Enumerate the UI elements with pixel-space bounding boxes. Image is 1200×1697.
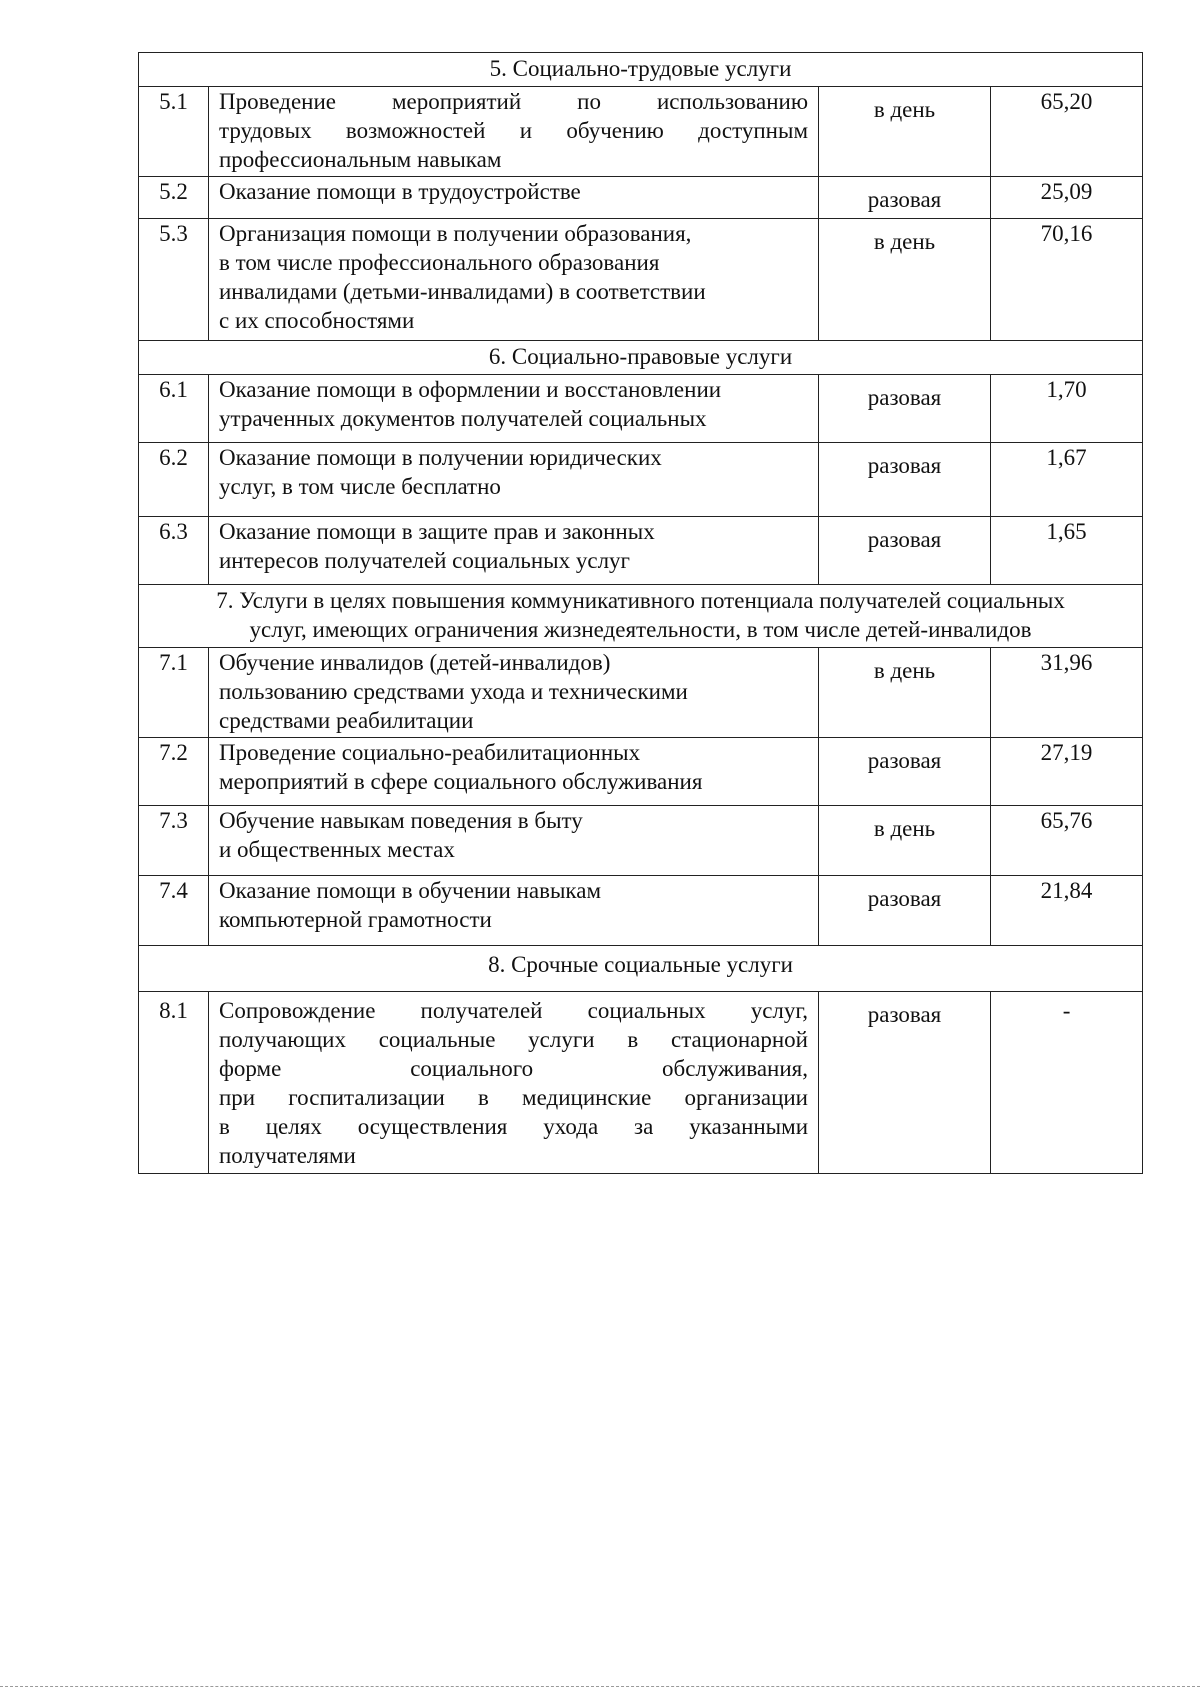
- description-line: форме социального обслуживания,: [219, 1056, 808, 1081]
- row-description: [209, 648, 819, 738]
- section-title-line: 7. Услуги в целях повышения коммуникативного потенциала получателей социальных: [216, 588, 1065, 613]
- description-line: в целях осуществления ухода за указанными: [219, 1114, 808, 1139]
- row-price: 70,16: [991, 219, 1143, 341]
- row-unit: разовая: [819, 443, 991, 517]
- row-description: [209, 87, 819, 177]
- description-line: получающих социальные услуги в стационарной: [219, 1027, 808, 1052]
- row-price: 1,70: [991, 375, 1143, 443]
- table-row: [139, 87, 1143, 177]
- description-line: компьютерной грамотности: [219, 907, 492, 932]
- section-title: 5. Социально-трудовые услуги: [139, 53, 1143, 87]
- description-line: Обучение инвалидов (детей-инвалидов): [219, 650, 611, 675]
- table-row: [139, 443, 1143, 517]
- description-line: Оказание помощи в защите прав и законных: [219, 519, 655, 544]
- description-line: в том числе профессионального образования: [219, 250, 660, 275]
- table-row: [139, 738, 1143, 806]
- row-description: [209, 517, 819, 585]
- description-line: интересов получателей социальных услуг: [219, 548, 630, 573]
- row-price: 65,20: [991, 87, 1143, 177]
- row-number: 6.1: [139, 375, 209, 443]
- description-line: Оказание помощи в трудоустройстве: [219, 179, 581, 204]
- row-price: -: [991, 992, 1143, 1174]
- row-number: 5.1: [139, 87, 209, 177]
- row-price: 1,65: [991, 517, 1143, 585]
- row-price: 27,19: [991, 738, 1143, 806]
- row-number: 7.1: [139, 648, 209, 738]
- row-price: 31,96: [991, 648, 1143, 738]
- section-header-row: [139, 53, 1143, 87]
- table-row: [139, 177, 1143, 219]
- description-line: пользованию средствами ухода и техническими: [219, 679, 688, 704]
- row-number: 6.2: [139, 443, 209, 517]
- row-unit: разовая: [819, 738, 991, 806]
- row-description: [209, 219, 819, 341]
- section-header-row: [139, 341, 1143, 375]
- row-number: 7.2: [139, 738, 209, 806]
- row-price: 1,67: [991, 443, 1143, 517]
- table-row: [139, 648, 1143, 738]
- table-row: [139, 876, 1143, 946]
- row-description: [209, 375, 819, 443]
- description-line: Сопровождение получателей социальных услуг,: [219, 998, 808, 1023]
- section-title: 8. Срочные социальные услуги: [139, 946, 1143, 992]
- description-line: Обучение навыкам поведения в быту: [219, 808, 583, 833]
- row-unit: разовая: [819, 876, 991, 946]
- section-title: 6. Социально-правовые услуги: [139, 341, 1143, 375]
- row-description: [209, 876, 819, 946]
- table-row: [139, 806, 1143, 876]
- description-line: Организация помощи в получении образования,: [219, 221, 692, 246]
- row-unit: в день: [819, 806, 991, 876]
- description-line: Проведение социально-реабилитационных: [219, 740, 641, 765]
- row-number: 8.1: [139, 992, 209, 1174]
- section-header-row: [139, 585, 1143, 648]
- description-line: с их способностями: [219, 308, 415, 333]
- description-line: Проведение мероприятий по использованию: [219, 89, 808, 114]
- row-number: 6.3: [139, 517, 209, 585]
- section-header-row: [139, 946, 1143, 992]
- description-line: профессиональным навыкам: [219, 147, 502, 172]
- table-row: [139, 375, 1143, 443]
- row-unit: разовая: [819, 517, 991, 585]
- table-row: [139, 517, 1143, 585]
- description-line: услуг, в том числе бесплатно: [219, 474, 501, 499]
- description-line: при госпитализации в медицинские организации: [219, 1085, 808, 1110]
- description-line: Оказание помощи в оформлении и восстановлении: [219, 377, 722, 402]
- row-unit: разовая: [819, 177, 991, 219]
- row-number: 7.3: [139, 806, 209, 876]
- row-unit: разовая: [819, 992, 991, 1174]
- row-price: 21,84: [991, 876, 1143, 946]
- section-title: [139, 585, 1143, 648]
- description-line: утраченных документов получателей социальных: [219, 406, 707, 431]
- row-number: 5.2: [139, 177, 209, 219]
- description-line: средствами реабилитации: [219, 708, 474, 733]
- scan-edge-line: [0, 1686, 1200, 1687]
- description-line: инвалидами (детьми-инвалидами) в соответствии: [219, 279, 706, 304]
- description-line: Оказание помощи в обучении навыкам: [219, 878, 602, 903]
- table-row: [139, 992, 1143, 1174]
- description-line: мероприятий в сфере социального обслуживания: [219, 769, 703, 794]
- description-line: получателями: [219, 1143, 356, 1168]
- row-unit: в день: [819, 219, 991, 341]
- description-line: трудовых возможностей и обучению доступным: [219, 118, 808, 143]
- row-unit: разовая: [819, 375, 991, 443]
- description-line: и общественных местах: [219, 837, 455, 862]
- row-description: [209, 177, 819, 219]
- row-number: 7.4: [139, 876, 209, 946]
- row-description: [209, 806, 819, 876]
- row-description: [209, 992, 819, 1174]
- row-number: 5.3: [139, 219, 209, 341]
- row-unit: в день: [819, 648, 991, 738]
- row-price: 25,09: [991, 177, 1143, 219]
- services-table: [138, 52, 1143, 1174]
- table-row: [139, 219, 1143, 341]
- row-unit: в день: [819, 87, 991, 177]
- row-description: [209, 443, 819, 517]
- row-price: 65,76: [991, 806, 1143, 876]
- row-description: [209, 738, 819, 806]
- description-line: Оказание помощи в получении юридических: [219, 445, 662, 470]
- section-title-line: услуг, имеющих ограничения жизнедеятельности, в том числе детей-инвалидов: [249, 617, 1032, 642]
